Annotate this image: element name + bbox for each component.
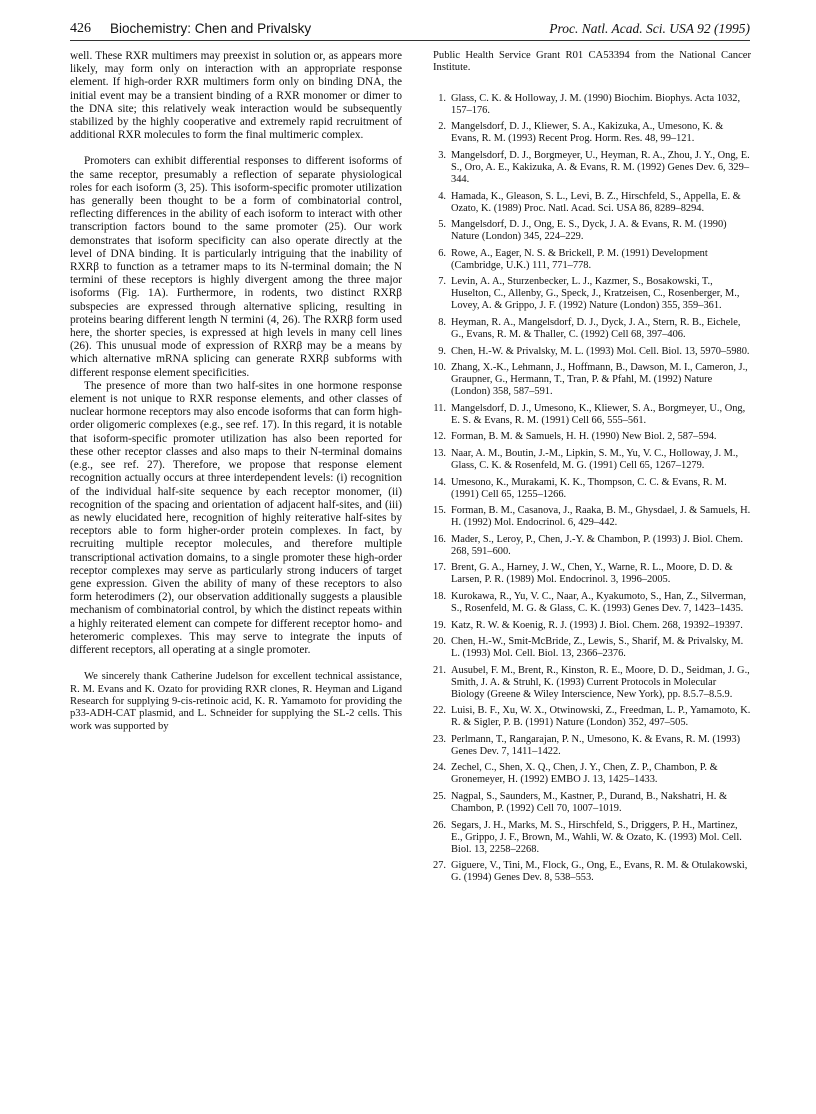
reference-number: 21. (433, 664, 446, 676)
reference-text: Mangelsdorf, D. J., Ong, E. S., Dyck, J. A. & Evans, R. M. (1990) Nature (London) 345, 224–229. (451, 219, 727, 243)
reference-number: 19. (433, 619, 446, 631)
reference-item (433, 403, 751, 427)
reference-item (433, 591, 751, 615)
reference-number: 26. (433, 819, 446, 831)
reference-text: Chen, H.-W., Smit-McBride, Z., Lewis, S., Sharif, M. & Privalsky, M. L. (1993) Mol. Cell. Biol. 13, 2366–2376. (451, 636, 744, 660)
reference-item (433, 276, 751, 312)
reference-item (433, 734, 751, 758)
reference-number: 24. (433, 762, 446, 774)
reference-number: 6. (438, 247, 446, 259)
acknowledgment: We sincerely thank Catherine Judelson for excellent technical assistance, R. M. Evans and K. Ozato for providing RXR clones, R. Heyman and Ligand Research for supplying 9-cis-retinoic acid, K. R. Yamamoto for providing the p33-ADH-CAT plasmid, and L. Schneider for supplying the SL-2 cells. This work was supported by (70, 671, 402, 732)
reference-number: 13. (433, 447, 446, 459)
page-number: 426 (70, 21, 91, 36)
funding-continuation: Public Health Service Grant R01 CA53394 from the National Cancer Institute. (433, 50, 751, 74)
reference-item (433, 705, 751, 729)
reference-number: 17. (433, 562, 446, 574)
page-header (70, 20, 750, 41)
reference-text: Segars, J. H., Marks, M. S., Hirschfeld, S., Driggers, P. H., Martinez, E., Grippo, J. F., Brown, M., Wahli, W. & Ozato, K. (1993) Mol. Cell. Biol. 13, 2258–2268. (451, 819, 742, 855)
reference-number: 23. (433, 733, 446, 745)
reference-item (433, 150, 751, 186)
reference-number: 25. (433, 791, 446, 803)
reference-text: Mangelsdorf, D. J., Borgmeyer, U., Heyman, R. A., Zhou, J. Y., Ong, E. S., Oro, A. E., Kakizuka, A. & Evans, R. M. (1992) Genes Dev. 6, 329–344. (451, 150, 750, 185)
reference-number: 7. (438, 276, 446, 288)
reference-text: Luisi, B. F., Xu, W. X., Otwinowski, Z., Freedman, L. P., Yamamoto, K. R. & Sigler, P. B. (1991) Nature (London) 352, 497–505. (451, 705, 751, 729)
reference-item (433, 762, 751, 786)
reference-item (433, 534, 751, 558)
reference-number: 2. (438, 121, 446, 133)
reference-number: 27. (433, 860, 446, 872)
body-paragraph: The presence of more than two half-sites in one hormone response element is not unique to RXR response elements, and other classes of nuclear hormone receptors may also encode isoforms that can form high-order oligomeric complexes (e.g., see ref. 17). In this regard, it is notable that isoform-specific promoter utilization has also been reported for these other receptor classes and also maps to their N-terminal domains (e.g., see ref. 27). Therefore, we propose that response element recognition actually occurs at three interdependent levels: (i) recognition of the individual half-site sequence by each receptor monomer, (ii) recognition of the spacing and orientation of adjacent half-sites, and (iii) as newly elucidated here, recognition of highly reiterative half-sites by receptors able to form higher-order protein complexes. In fact, by recruiting multiple receptor molecules, and therefore multiple transcriptional activation domains, to a single promoter these high-order receptor complexes may serve as particularly strong inducers of target gene expression. Given the ability of many of these receptors to also form heterodimers (2), our observation additionally suggests a plausible mechanism of combinatorial control, by which the distinct repeats within a highly reiterated element can compete for different receptor homo- and heteromeric complexes. This may serve to integrate the inputs of different receptors, all operating at a single promoter. (70, 379, 402, 656)
reference-item (433, 860, 751, 884)
reference-text: Brent, G. A., Harney, J. W., Chen, Y., Warne, R. L., Moore, D. D. & Larsen, P. R. (1989) Mol. Endocrinol. 3, 1996–2005. (451, 562, 733, 586)
reference-text: Naar, A. M., Boutin, J.-M., Lipkin, S. M., Yu, V. C., Holloway, J. M., Glass, C. K. & Rosenfeld, M. G. (1991) Cell 65, 1267–1279. (451, 447, 739, 471)
reference-number: 20. (433, 636, 446, 648)
reference-number: 16. (433, 533, 446, 545)
reference-text: Hamada, K., Gleason, S. L., Levi, B. Z., Hirschfeld, S., Appella, E. & Ozato, K. (1989) Proc. Natl. Acad. Sci. USA 86, 8289–8294. (451, 190, 741, 214)
reference-text: Giguere, V., Tini, M., Flock, G., Ong, E., Evans, R. M. & Otulakowski, G. (1994) Genes Dev. 8, 538–553. (451, 860, 748, 884)
reference-text: Ausubel, F. M., Brent, R., Kinston, R. E., Moore, D. D., Seidman, J. G., Smith, J. A. & Struhl, K. (1993) Current Protocols in Molecular Biology (Greene & Wiley Interscience, New York), pp. 8.5.7–8.5.9. (451, 664, 750, 700)
reference-text: Levin, A. A., Sturzenbecker, L. J., Kazmer, S., Bosakowski, T., Huselton, C., Allenby, G., Speck, J., Kratzeisen, C., Rosenberger, M., Lovey, A. & Grippo, J. F. (1992) Nature (London) 355, 359–361. (451, 276, 740, 312)
reference-text: Forman, B. M. & Samuels, H. H. (1990) New Biol. 2, 587–594. (451, 431, 717, 443)
journal-citation: Proc. Natl. Acad. Sci. USA 92 (1995) (549, 21, 750, 36)
reference-text: Perlmann, T., Rangarajan, P. N., Umesono, K. & Evans, R. M. (1993) Genes Dev. 7, 1411–1422. (451, 733, 741, 757)
reference-text: Mangelsdorf, D. J., Umesono, K., Kliewer, S. A., Borgmeyer, U., Ong, E. S. & Evans, R. M. (1991) Cell 66, 555–561. (451, 402, 746, 426)
reference-number: 12. (433, 431, 446, 443)
reference-item (433, 317, 751, 341)
reference-number: 4. (438, 190, 446, 202)
reference-text: Forman, B. M., Casanova, J., Raaka, B. M., Ghysdael, J. & Samuels, H. H. (1992) Mol. Endocrinol. 6, 429–442. (451, 505, 751, 529)
reference-item (433, 791, 751, 815)
reference-item (433, 665, 751, 701)
reference-item (433, 448, 751, 472)
reference-item (433, 477, 751, 501)
reference-text: Mangelsdorf, D. J., Kliewer, S. A., Kakizuka, A., Umesono, K. & Evans, R. M. (1993) Recent Prog. Horm. Res. 48, 99–121. (451, 121, 724, 145)
reference-text: Nagpal, S., Saunders, M., Kastner, P., Durand, B., Nakshatri, H. & Chambon, P. (1992) Cell 70, 1007–1019. (451, 791, 728, 815)
reference-text: Kurokawa, R., Yu, V. C., Naar, A., Kyakumoto, S., Han, Z., Silverman, S., Rosenfeld, M. G. & Glass, C. K. (1993) Genes Dev. 7, 1423–1435. (451, 590, 746, 614)
reference-list (433, 93, 751, 884)
reference-text: Zechel, C., Shen, X. Q., Chen, J. Y., Chen, Z. P., Chambon, P. & Gronemeyer, H. (1992) EMBO J. 13, 1425–1433. (451, 762, 718, 786)
running-title: Biochemistry: Chen and Privalsky (110, 21, 312, 36)
reference-number: 14. (433, 476, 446, 488)
reference-number: 22. (433, 705, 446, 717)
right-column (433, 50, 751, 889)
reference-item (433, 562, 751, 586)
reference-number: 5. (438, 219, 446, 231)
reference-text: Zhang, X.-K., Lehmann, J., Hoffmann, B., Dawson, M. I., Cameron, J., Graupner, G., Hermann, T., Tran, P. & Pfahl, M. (1992) Nature (London) 358, 587–591. (451, 362, 748, 398)
body-paragraph: well. These RXR multimers may preexist in solution or, as appears more likely, may form only on interaction with an appropriate response element. If high-order RXR multimers form only on binding DNA, the initial event may be a transient binding of a RXR monomer or dimer to the DNA site; this relatively weak interaction would be subsequently stabilized by the highly cooperative and extremely rapid recruitment of additional RXR molecules to form the final multimeric complex. (70, 50, 402, 142)
reference-text: Katz, R. W. & Koenig, R. J. (1993) J. Biol. Chem. 268, 19392–19397. (451, 619, 743, 631)
reference-number: 1. (438, 92, 446, 104)
reference-item (433, 191, 751, 215)
reference-text: Mader, S., Leroy, P., Chen, J.-Y. & Chambon, P. (1993) J. Biol. Chem. 268, 591–600. (451, 533, 743, 557)
reference-item (433, 219, 751, 243)
left-column (70, 50, 402, 733)
reference-item (433, 362, 751, 398)
reference-number: 3. (438, 150, 446, 161)
reference-item (433, 431, 751, 443)
reference-item (433, 346, 751, 358)
reference-text: Heyman, R. A., Mangelsdorf, D. J., Dyck, J. A., Stern, R. B., Eichele, G., Evans, R. M. & Thaller, C. (1992) Cell 68, 397–406. (451, 316, 741, 340)
reference-item (433, 121, 751, 145)
reference-item (433, 505, 751, 529)
reference-number: 18. (433, 590, 446, 602)
reference-text: Glass, C. K. & Holloway, J. M. (1990) Biochim. Biophys. Acta 1032, 157–176. (451, 92, 741, 116)
reference-item (433, 248, 751, 272)
reference-text: Umesono, K., Murakami, K. K., Thompson, C. C. & Evans, R. M. (1991) Cell 65, 1255–1266. (451, 476, 727, 500)
reference-number: 11. (433, 402, 446, 414)
reference-item (433, 636, 751, 660)
reference-item (433, 820, 751, 856)
reference-item (433, 93, 751, 117)
reference-text: Rowe, A., Eager, N. S. & Brickell, P. M. (1991) Development (Cambridge, U.K.) 111, 771–778. (451, 247, 708, 271)
reference-number: 15. (433, 505, 446, 517)
reference-item (433, 620, 751, 632)
reference-number: 9. (438, 345, 446, 357)
reference-number: 8. (438, 316, 446, 328)
reference-number: 10. (433, 362, 446, 374)
body-paragraph: Promoters can exhibit differential responses to different isoforms of the same receptor, presumably a reflection of separate physiological roles for each isoform (3, 25). This isoform-specific promoter utilization has generally been thought to be a form of combinatorial control, reflecting differences in the ability of each isoform to interact with other transcription factors bound to the same promoter (25). Our work demonstrates that isoform specificity can also operate directly at the level of DNA binding. It is particularly intriguing that the inability of RXRβ to function as a tetramer maps to its N-terminal domain; the N termini of these receptors is highly divergent among the three major isoforms (Fig. 1A). Furthermore, in rodents, two distinct RXRβ subspecies are expressed through alternative splicing, resulting in proteins bearing different length N termini (4, 26). The RXRβ form used here, the shorter species, is expressed at high levels in many cell lines (26). This unusual mode of expression of RXRβ may be a means by which alternative mRNA splicing can generate RXRβ subforms with different response element specificities. (70, 155, 402, 379)
reference-text: Chen, H.-W. & Privalsky, M. L. (1993) Mol. Cell. Biol. 13, 5970–5980. (451, 345, 750, 357)
